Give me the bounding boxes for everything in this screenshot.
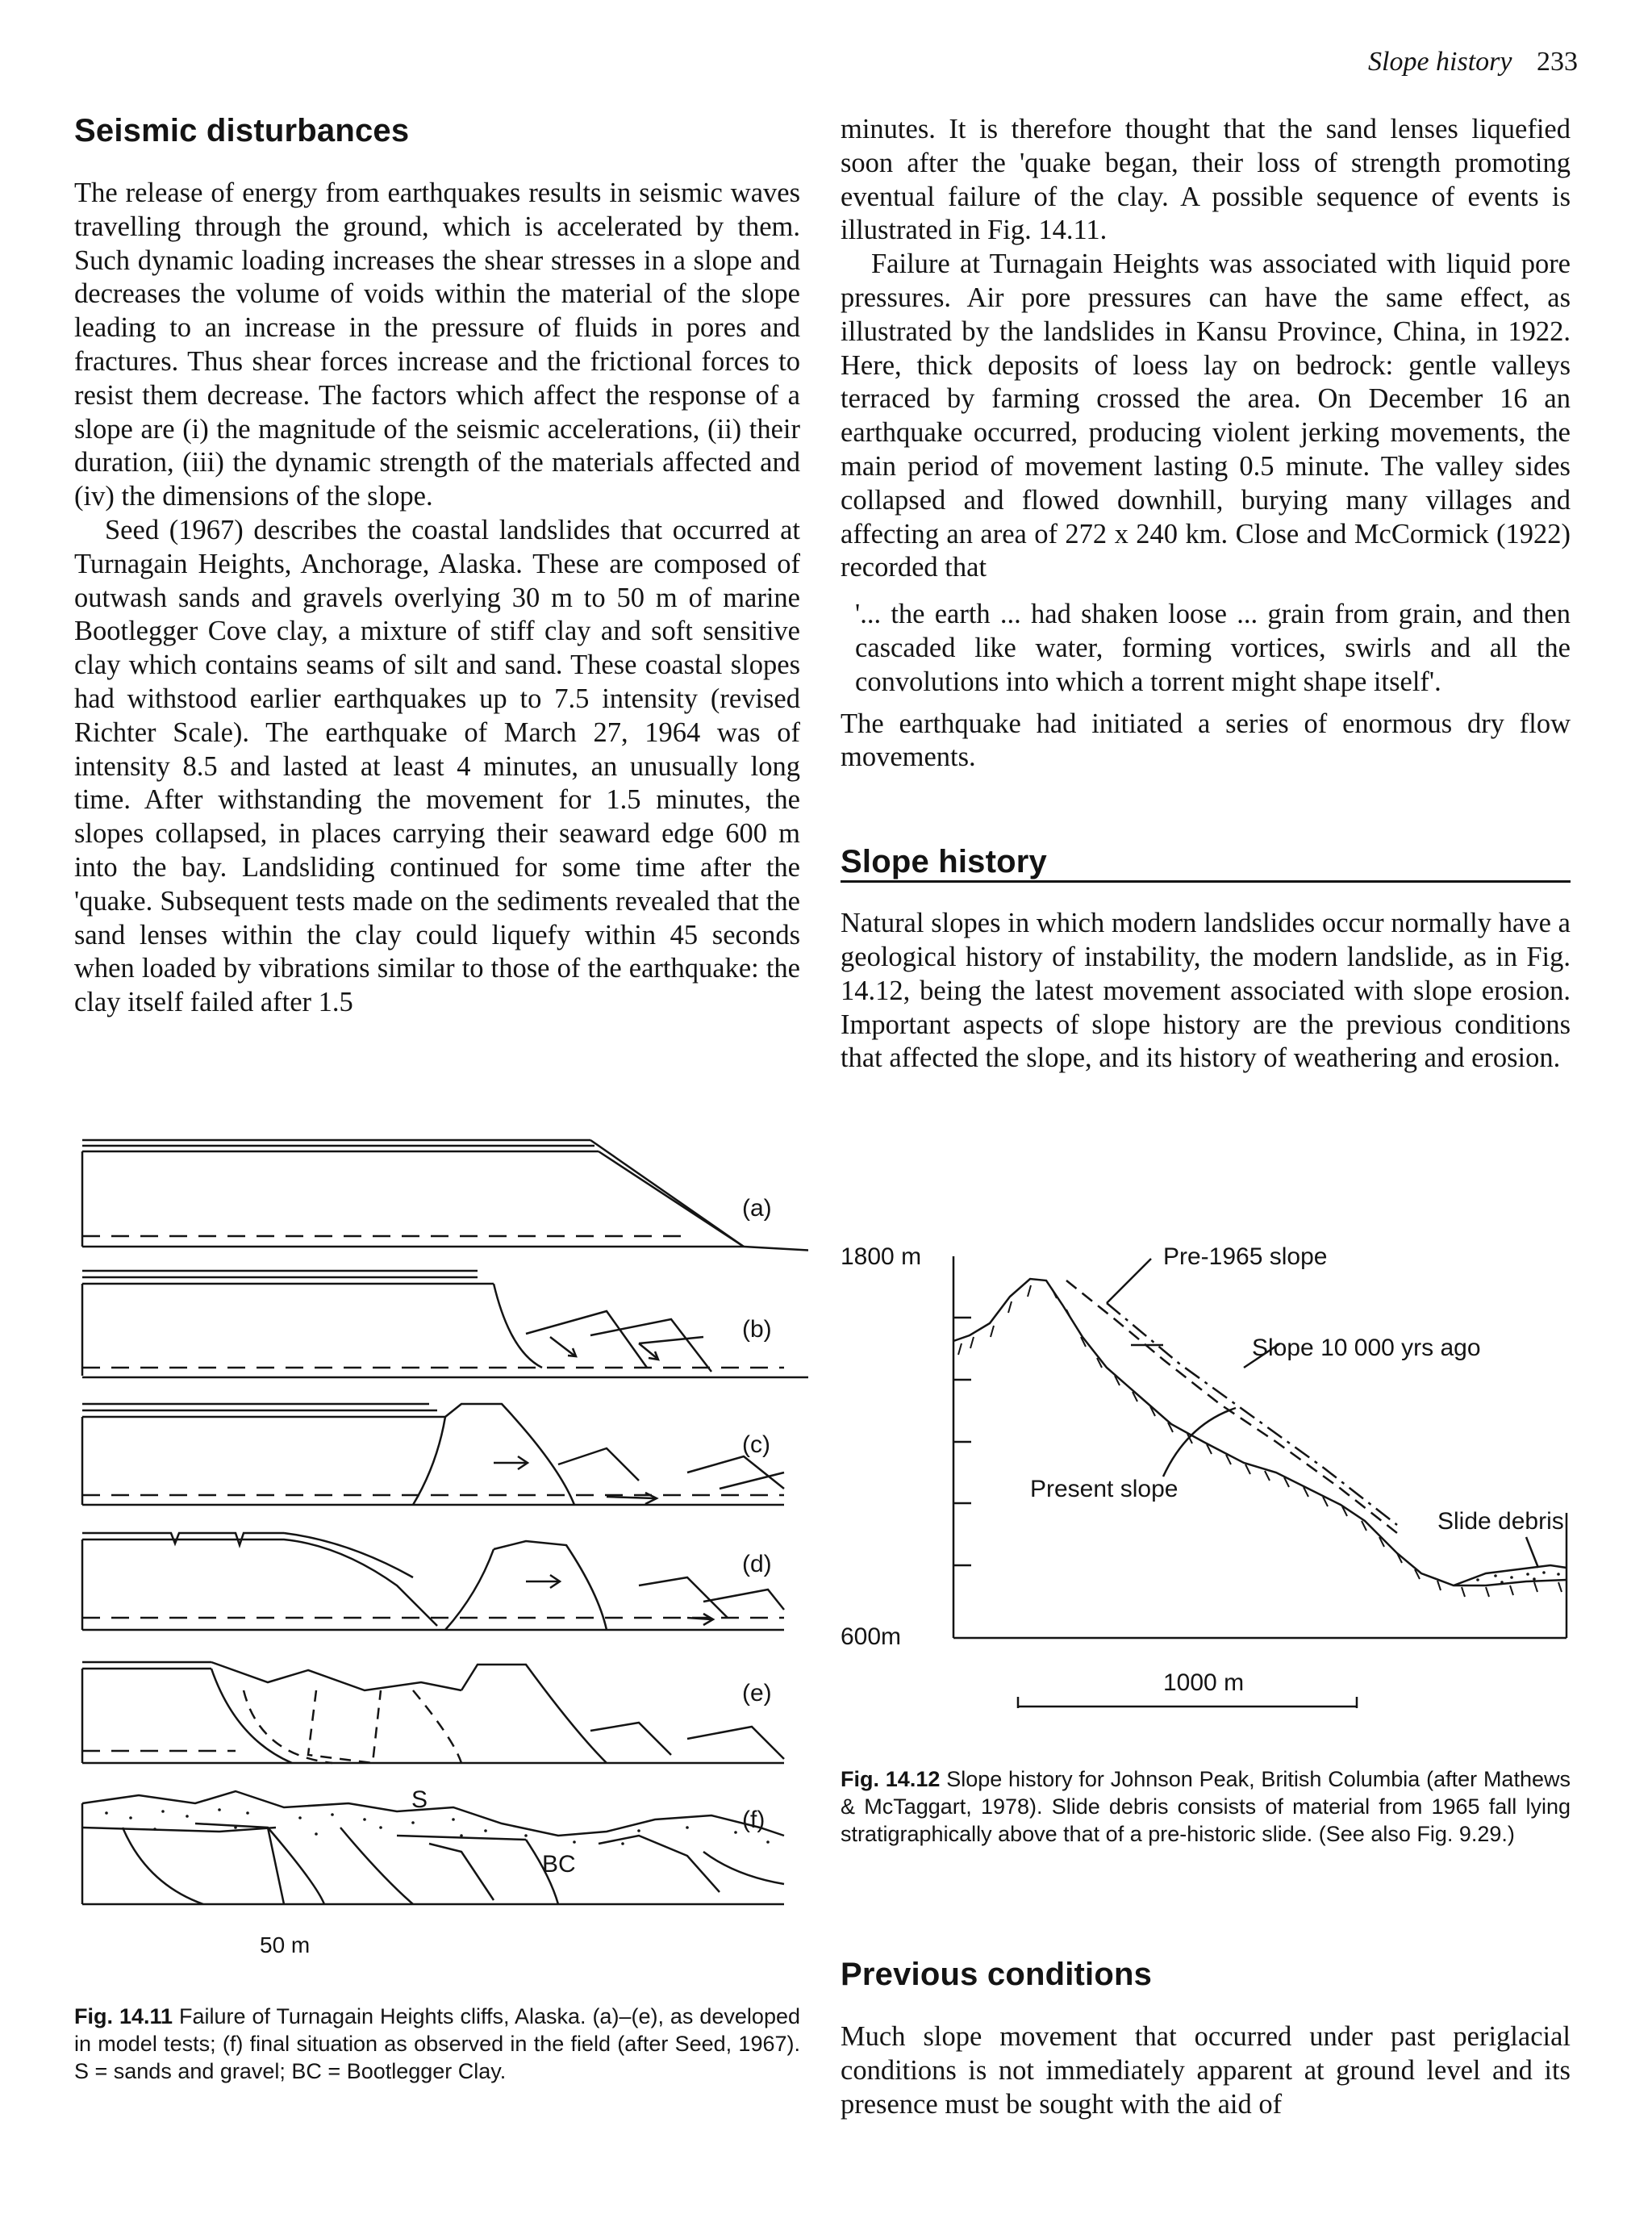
label-present-slope: Present slope xyxy=(1030,1476,1179,1502)
paragraph-after-quote: The earthquake had initiated a series of enormous dry flow movements. xyxy=(841,708,1571,773)
panel-f-sand-stipple xyxy=(105,1808,770,1845)
section-title-rule xyxy=(841,880,1571,883)
panel-label-d: (d) xyxy=(742,1551,772,1577)
figure-14-12-caption-text: Slope history for Johnson Peak, British Columbia (after Mathews & McTaggart, 1978). Slide debris consists of material from 1965 fall lying stratigraphically above that of a pre-historic slide. (See also Fig. 9.29.) xyxy=(841,1767,1571,1846)
section-title-slope-history: Slope history xyxy=(841,844,1047,880)
quotation: '... the earth ... had shaken loose ... grain from grain, and then cascaded like water, forming vortices, swirls and all the convolutions into which a torrent might shape itself'. xyxy=(855,599,1571,697)
section-slope-history-header xyxy=(841,844,1571,883)
figure-14-11-caption xyxy=(74,2003,800,2085)
running-head-title: Slope history xyxy=(1368,47,1512,77)
panel-label-c: (c) xyxy=(742,1431,770,1458)
y-axis-top-label: 1800 m xyxy=(841,1243,922,1270)
paragraph-previous-conditions: Much slope movement that occurred under past periglacial conditions is not immediately apparent at ground level and its presence must be sought with the aid of xyxy=(841,2021,1571,2120)
figure-14-11-scale-label: 50 m xyxy=(260,1932,311,1957)
panel-f-diagram xyxy=(82,1791,784,1904)
paragraph-right-1: minutes. It is therefore thought that the sand lenses liquefied soon after the 'quake began, their loss of strength promoting eventual failure of the clay. A possible sequence of events is illustrated in Fig. 14.11. xyxy=(841,114,1571,246)
panel-label-a: (a) xyxy=(742,1195,772,1222)
panel-c-diagram xyxy=(82,1404,784,1505)
figure-14-12-caption-label: Fig. 14.12 xyxy=(841,1767,941,1791)
section-title-previous-conditions: Previous conditions xyxy=(841,1957,1153,1992)
panel-label-f: (f) xyxy=(742,1807,766,1833)
label-bootlegger-clay: BC xyxy=(542,1851,576,1878)
figure-14-12 xyxy=(841,1230,1591,1715)
scale-label-1000m: 1000 m xyxy=(1163,1669,1245,1696)
label-slope-10000-yrs: Slope 10 000 yrs ago xyxy=(1252,1335,1481,1361)
paragraph-slope-history: Natural slopes in which modern landslides occur normally have a geological history of instability, the modern landslide, as in Fig. 14.12, being the latest movement associated with slope erosion. Important aspects of slope history are the previous conditions that affected the slope, and its history of weathering and erosion. xyxy=(841,908,1571,1074)
panel-label-e: (e) xyxy=(742,1680,772,1707)
panel-d-diagram xyxy=(82,1533,784,1630)
label-sands: S xyxy=(411,1786,428,1813)
panel-a-diagram xyxy=(82,1140,808,1251)
section-title-seismic: Seismic disturbances xyxy=(74,113,410,148)
section-previous-conditions xyxy=(841,1957,1571,2121)
figure-14-11-caption-label: Fig. 14.11 xyxy=(74,2004,173,2028)
label-pre-1965-slope: Pre-1965 slope xyxy=(1163,1243,1328,1270)
panel-label-b: (b) xyxy=(742,1316,772,1343)
paragraph-right-2: Failure at Turnagain Heights was associated with liquid pore pressures. Air pore pressures can have the same effect, as illustrated by the landslides in Kansu Province, China, in 1922. Here, thick deposits of loess lay on bedrock: gentle valleys terraced by farming crossed the area. On December 16 an earthquake occurred, producing violent jerking movements, the main period of movement lasting 0.5 minute. The valley sides collapsed and flowed downhill, burying many villages and affecting an area of 272 x 240 km. Close and McCormick (1922) recorded that xyxy=(841,249,1571,583)
right-column xyxy=(841,113,1571,1076)
label-slide-debris: Slide debris xyxy=(1437,1508,1564,1535)
figure-14-11-caption-text: Failure of Turnagain Heights cliffs, Alaska. (a)–(e), as developed in model tests; (f) final situation as observed in the field (after Seed, 1967). S = sands and gravel; BC = Bootlegger Clay. xyxy=(74,2004,800,2083)
paragraph-seismic-1: The release of energy from earthquakes results in seismic waves travelling through the ground, which is accelerated by them. Such dynamic loading increases the shear stresses in a slope and decreases the volume of voids within the material of the slope leading to an increase in the pressure of fluids in pores and fractures. Thus shear forces increase and the frictional forces to resist them decrease. The factors which affect the response of a slope are (i) the magnitude of the seismic accelerations, (ii) their duration, (iii) the dynamic strength of the materials affected and (iv) the dimensions of the slope. xyxy=(74,178,800,512)
running-head xyxy=(1368,47,1578,77)
y-axis-bottom-label: 600m xyxy=(841,1623,902,1650)
left-column xyxy=(74,113,800,1020)
panel-e-diagram xyxy=(82,1662,784,1763)
figure-14-11 xyxy=(74,1126,808,1949)
panel-b-diagram xyxy=(82,1271,808,1377)
figure-14-12-caption xyxy=(841,1765,1571,1848)
paragraph-seismic-2: Seed (1967) describes the coastal landslides that occurred at Turnagain Heights, Anchorage, Alaska. These are composed of outwash sands and gravels overlying 30 m to 50 m of marine Bootlegger Cove clay, a mixture of stiff clay and soft sensitive clay which contains seams of silt and sand. These coastal slopes had withstood earlier earthquakes up to 7.5 intensity (revised Richter Scale). The earthquake of March 27, 1964 was of intensity 8.5 and lasted at least 4 minutes, an unusually long time. After withstanding the movement for 1.5 minutes, the slopes collapsed, in places carrying their seaward edge 600 m into the bay. Landsliding continued for some time after the 'quake. Subsequent tests made on the sediments revealed that the sand lenses within the clay could liquefy within 45 seconds when loaded by vibrations similar to those of the earthquake: the clay itself failed after 1.5 xyxy=(74,514,800,1018)
page-number: 233 xyxy=(1537,47,1578,77)
